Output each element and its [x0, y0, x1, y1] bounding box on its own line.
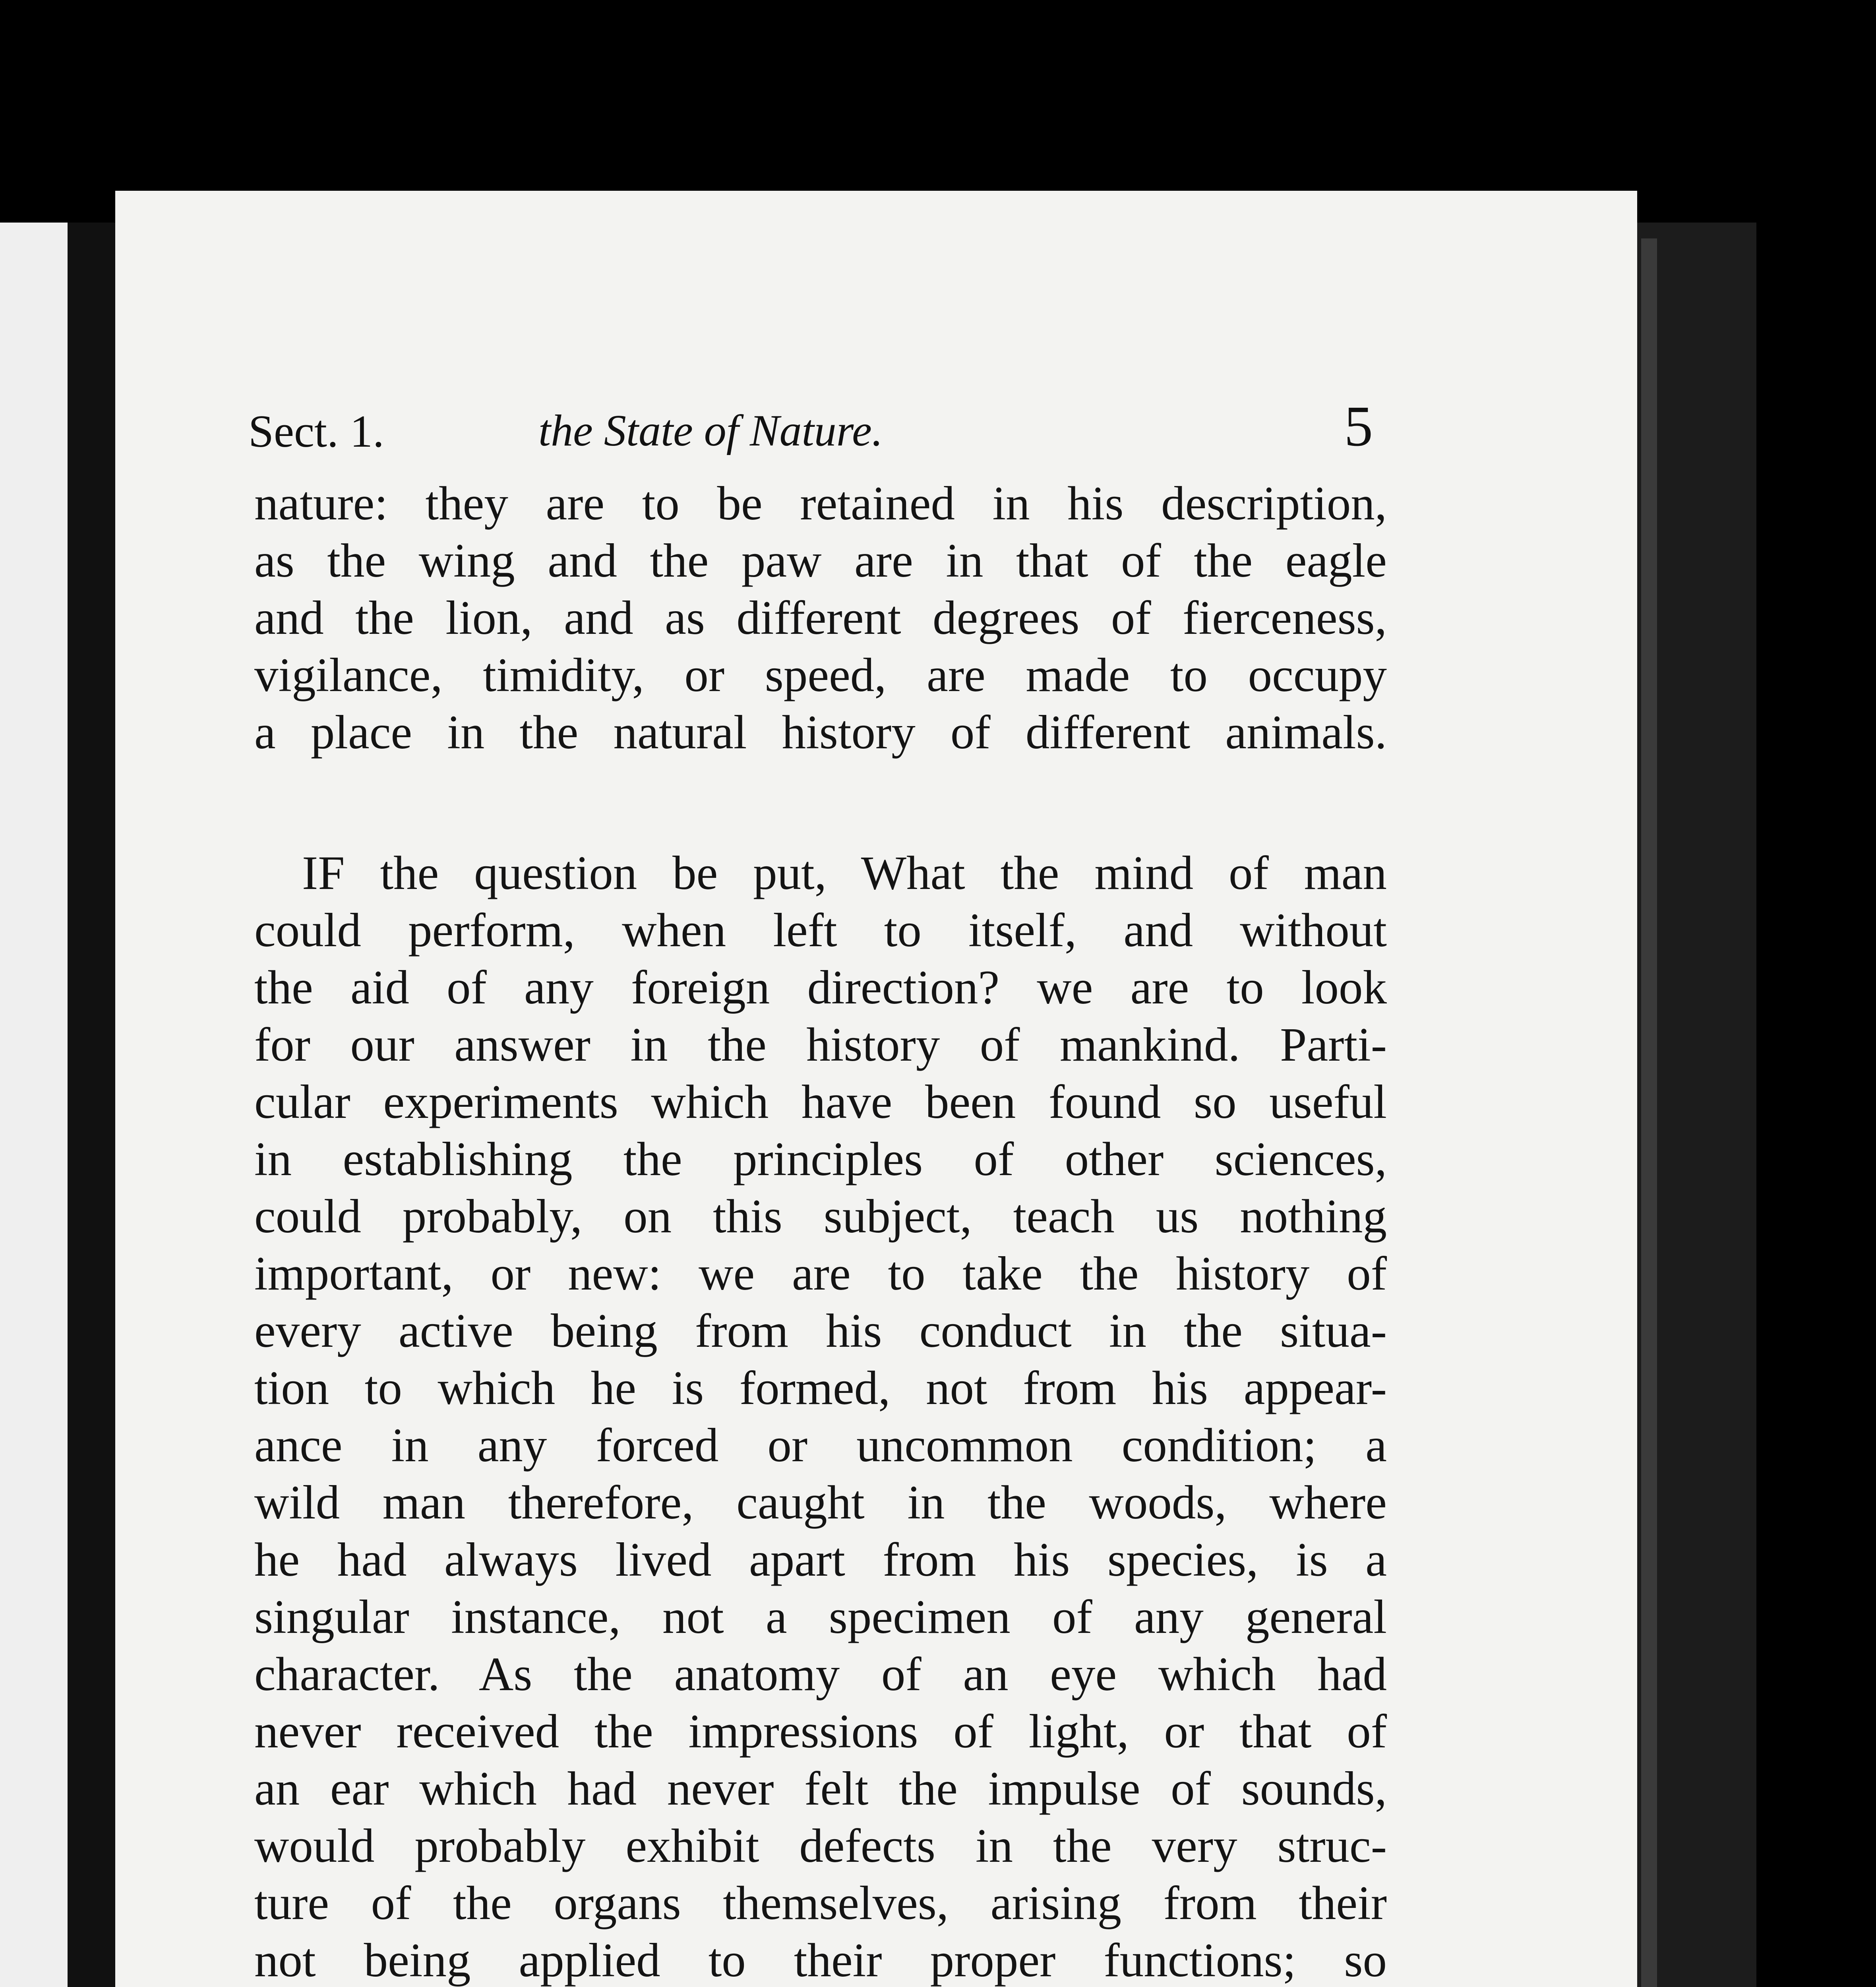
- text-line: would probably exhibit defects in the very struc-: [254, 1819, 1387, 1873]
- text-line: and the lion, and as different degrees of fierceness,: [254, 591, 1387, 645]
- text-line: vigilance, timidity, or speed, are made to occupy: [254, 649, 1387, 702]
- paragraph-2: [254, 844, 1387, 1987]
- text-line: could probably, on this subject, teach us nothing: [254, 1190, 1387, 1243]
- text-line: tion to which he is formed, not from his appear-: [254, 1361, 1387, 1415]
- previous-page-edge: [0, 223, 70, 1987]
- text-line: could perform, when left to itself, and without: [254, 904, 1387, 957]
- running-head: [248, 389, 1373, 469]
- text-line: ance in any forced or uncommon condition; a: [254, 1419, 1387, 1472]
- paragraph-1: [254, 475, 1387, 761]
- text-line: cular experiments which have been found so useful: [254, 1075, 1387, 1129]
- text-line: every active being from his conduct in the situa-: [254, 1304, 1387, 1358]
- text-line: singular instance, not a specimen of any general: [254, 1590, 1387, 1644]
- text-line: a place in the natural history of different animals.: [254, 706, 1387, 759]
- section-label: Sect. 1.: [248, 406, 384, 457]
- text-line: ture of the organs themselves, arising from their: [254, 1877, 1387, 1930]
- text-line: wild man therefore, caught in the woods, where: [254, 1476, 1387, 1529]
- body-text: [254, 475, 1387, 1987]
- text-line: important, or new: we are to take the history of: [254, 1247, 1387, 1300]
- text-line: the aid of any foreign direction? we are to look: [254, 961, 1387, 1014]
- running-title: the State of Nature.: [538, 406, 883, 455]
- text-line: he had always lived apart from his species, is a: [254, 1533, 1387, 1586]
- text-line: IF the question be put, What the mind of man: [302, 846, 1387, 900]
- text-line: character. As the anatomy of an eye which had: [254, 1648, 1387, 1701]
- text-line: never received the impressions of light, or that of: [254, 1705, 1387, 1758]
- text-line: an ear which had never felt the impulse of sounds,: [254, 1762, 1387, 1815]
- page-edge-highlight: [1641, 238, 1657, 1987]
- paragraph-spacer: [254, 761, 1387, 844]
- text-line: nature: they are to be retained in his description,: [254, 477, 1387, 530]
- text-line: in establishing the principles of other sciences,: [254, 1133, 1387, 1186]
- text-line: not being applied to their proper functions; so: [254, 1934, 1387, 1987]
- text-line: for our answer in the history of mankind. Parti-: [254, 1018, 1387, 1071]
- text-line: as the wing and the paw are in that of the eagle: [254, 534, 1387, 587]
- page-number: 5: [1344, 395, 1373, 458]
